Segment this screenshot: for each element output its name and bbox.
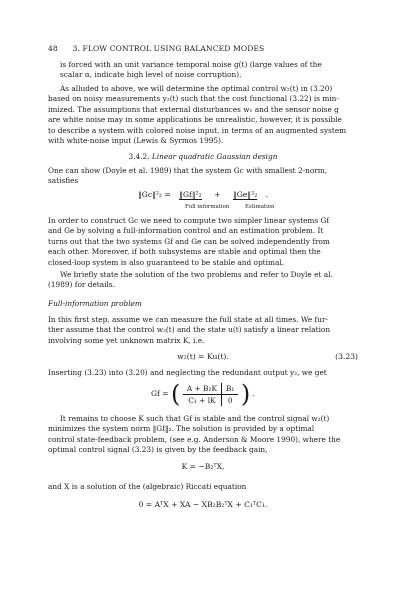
equation-norm: ‖Gc‖²₂ = ‖Gf‖²₂ + ‖Ge‖²₂ . xyxy=(137,190,269,199)
paragraph-7: Inserting (3.23) into (3.20) and neglecting the redundant output y₂, we get xyxy=(48,368,327,377)
paragraph-6: In this first step, assume we can measure the full state at all times. We fur- ther assume that the control w₂(t) and the state u(t) satisfy a linear relation involving some yet unknown matrix K, i.e. xyxy=(48,315,331,345)
caption-estimation: Estimation xyxy=(245,204,275,210)
paragraph-3: One can show (Doyle et al. 1989) that the system Gc with smallest 2-norm, satisfies xyxy=(48,166,328,186)
section-heading: 3.4.2. Linear quadratic Gaussian design xyxy=(128,152,278,161)
page-number: 48 xyxy=(48,44,58,53)
subsection-heading: Full-information problem xyxy=(48,299,142,308)
paragraph-5: We briefly state the solution of the two problems and refer to Doyle et al. (1989) for details. xyxy=(48,270,333,290)
equation-gf: Gf = ( A + B₂K B₁ C₁ + lK 0 ) . xyxy=(150,380,256,408)
running-header xyxy=(48,44,366,53)
caption-full-information: Full information xyxy=(185,204,230,210)
chapter-title: 3. FLOW CONTROL USING BALANCED MODES xyxy=(72,44,265,53)
equation-number: (3.23) xyxy=(335,352,358,361)
equation-k: K = −B₂ᵀX, xyxy=(181,462,225,471)
paragraph-9: and X is a solution of the (algebraic) Riccati equation xyxy=(48,482,247,491)
paragraph-1: is forced with an unit variance temporal noise g(t) (large values of the scalar α, indicate high level of noise corruption). xyxy=(60,60,322,80)
paragraph-8: It remains to choose K such that Gf is stable and the control signal w₂(t) minimizes the system norm ‖Gf‖₂. The solution is provided by a optimal control state-feedback problem, (see e.g. Anderson & Moore 1990), where the optimal control signal (3.23) is given by the feedback gain, xyxy=(48,414,341,455)
paragraph-2: As alluded to above, we will determine the optimal control w₂(t) in (3.20) based on noisy measurements y₂(t) such that the cost functional (3.22) is min- imized. The assumptions that external disturbances w₁ and the sensor noise g are white noise may in some applications be unrealistic, however, it is possible to describe a system with colored noise input, in terms of an augmented system with white-noise input (Lewis & Syrmos 1995). xyxy=(48,84,347,146)
equation-3-23: w₂(t) = Ku(t). (3.23) xyxy=(177,352,358,361)
equation-riccati: 0 = AᵀX + XA − XB₂B₂ᵀX + C₁ᵀC₁. xyxy=(138,500,268,509)
state-space-matrix: A + B₂K B₁ C₁ + lK 0 xyxy=(183,383,239,406)
paragraph-4: In order to construct Gc we need to compute two simpler linear systems Gf and Ge by solving a full-information control and an estimation problem. It turns out that the two systems Gf and Ge can be solved independently from each other. Moreover, if both subsystems are stable and optimal then the closed-loop system is also guaranteed to be stable and optimal. xyxy=(48,216,330,267)
